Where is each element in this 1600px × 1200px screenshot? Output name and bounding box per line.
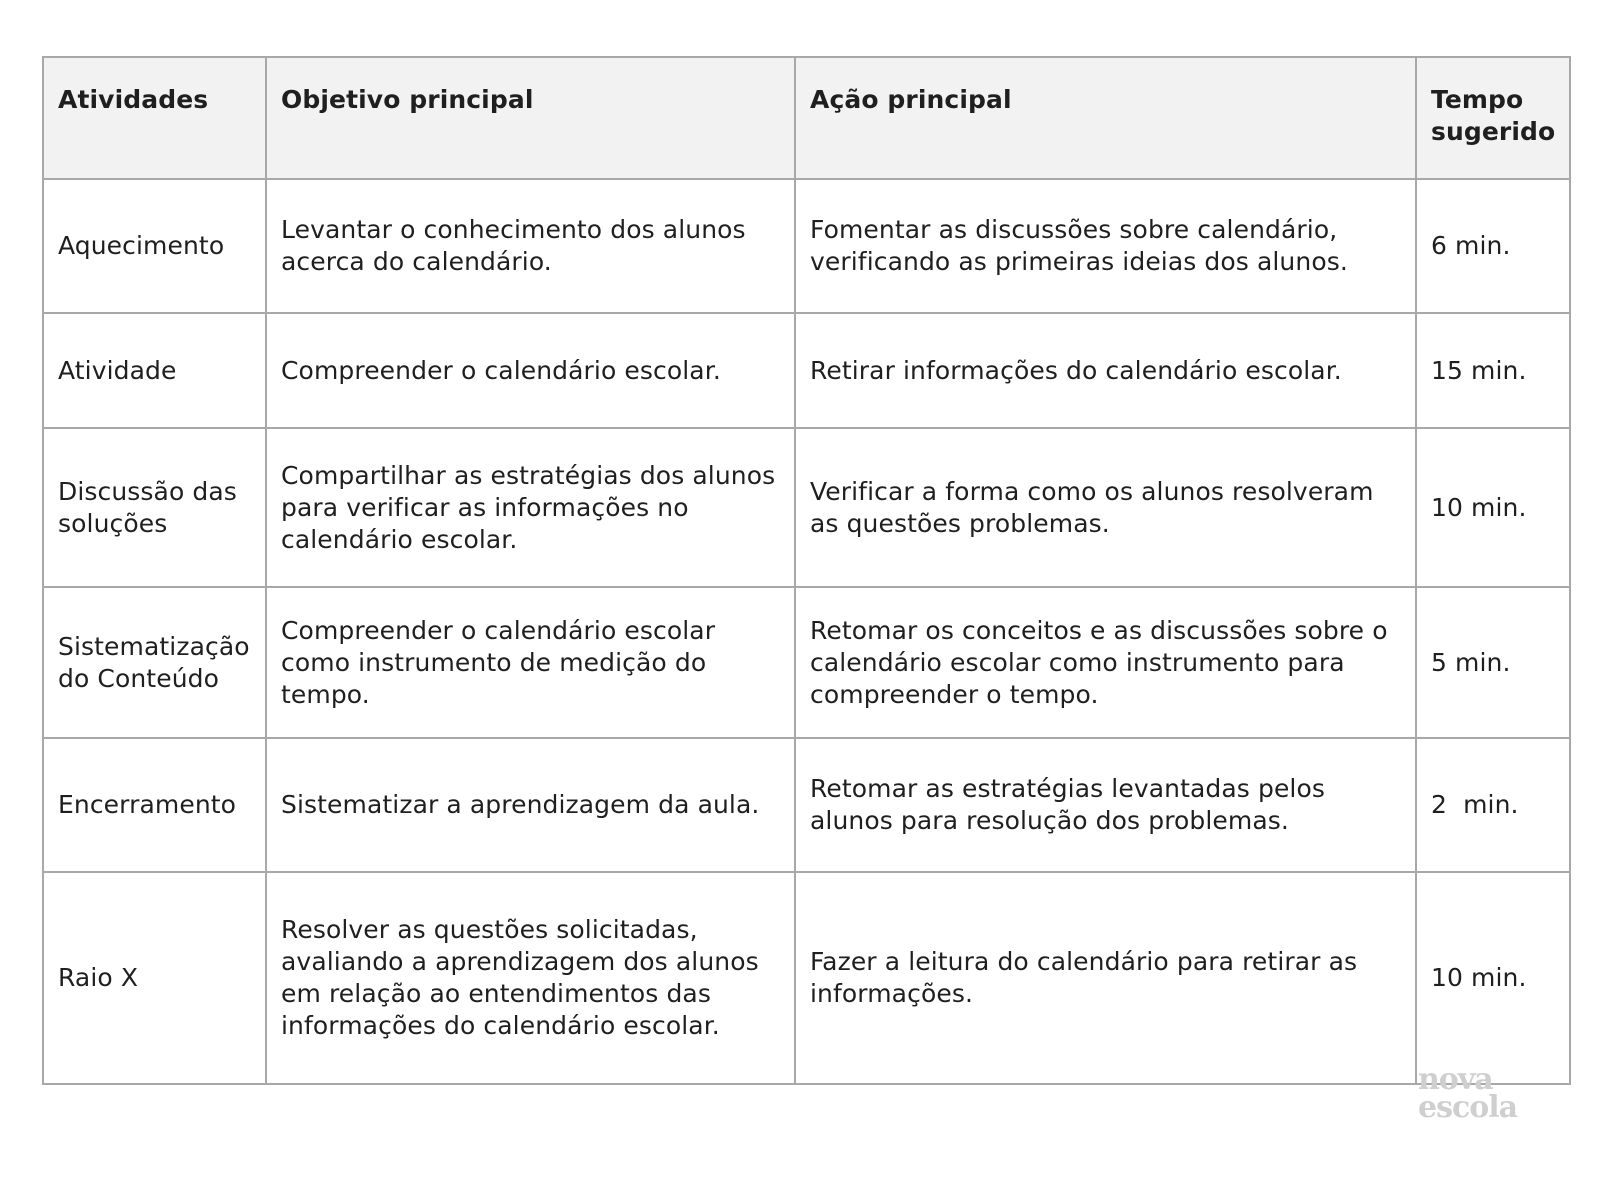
cell-atividade: Atividade — [43, 313, 266, 428]
header-acao: Ação principal — [795, 57, 1416, 179]
table-row — [43, 179, 1570, 313]
cell-tempo: 2 min. — [1416, 738, 1570, 872]
cell-atividade: Aquecimento — [43, 179, 266, 313]
table-row — [43, 738, 1570, 872]
cell-tempo: 6 min. — [1416, 179, 1570, 313]
header-row — [43, 57, 1570, 179]
table-body — [43, 179, 1570, 1084]
nova-escola-logo — [1418, 1062, 1538, 1125]
header-tempo: Tempo sugerido — [1416, 57, 1570, 179]
cell-acao: Fomentar as discussões sobre calendário, verificando as primeiras ideias dos alunos. — [795, 179, 1416, 313]
table-row — [43, 428, 1570, 587]
cell-objetivo: Compreender o calendário escolar. — [266, 313, 795, 428]
cell-acao: Verificar a forma como os alunos resolveram as questões problemas. — [795, 428, 1416, 587]
logo-line-1: nova — [1418, 1062, 1493, 1097]
logo-line-2: escola — [1418, 1090, 1518, 1125]
cell-tempo: 15 min. — [1416, 313, 1570, 428]
cell-tempo: 5 min. — [1416, 587, 1570, 738]
cell-acao: Fazer a leitura do calendário para retirar as informações. — [795, 872, 1416, 1084]
cell-tempo: 10 min. — [1416, 872, 1570, 1084]
cell-atividade: Raio X — [43, 872, 266, 1084]
lesson-plan-sheet — [42, 56, 1569, 1085]
header-objetivo: Objetivo principal — [266, 57, 795, 179]
header-atividades: Atividades — [43, 57, 266, 179]
cell-objetivo: Levantar o conhecimento dos alunos acerca do calendário. — [266, 179, 795, 313]
cell-atividade: Discussão das soluções — [43, 428, 266, 587]
lesson-plan-table — [42, 56, 1571, 1085]
cell-objetivo: Sistematizar a aprendizagem da aula. — [266, 738, 795, 872]
cell-objetivo: Resolver as questões solicitadas, avaliando a aprendizagem dos alunos em relação ao entendimentos das informações do calendário escolar. — [266, 872, 795, 1084]
table-row — [43, 872, 1570, 1084]
cell-atividade: Encerramento — [43, 738, 266, 872]
cell-acao: Retomar as estratégias levantadas pelos alunos para resolução dos problemas. — [795, 738, 1416, 872]
cell-acao: Retomar os conceitos e as discussões sobre o calendário escolar como instrumento para compreender o tempo. — [795, 587, 1416, 738]
table-row — [43, 587, 1570, 738]
cell-acao: Retirar informações do calendário escolar. — [795, 313, 1416, 428]
table-header — [43, 57, 1570, 179]
cell-tempo: 10 min. — [1416, 428, 1570, 587]
cell-atividade: Sistematização do Conteúdo — [43, 587, 266, 738]
table-row — [43, 313, 1570, 428]
cell-objetivo: Compreender o calendário escolar como instrumento de medição do tempo. — [266, 587, 795, 738]
cell-objetivo: Compartilhar as estratégias dos alunos para verificar as informações no calendário escolar. — [266, 428, 795, 587]
